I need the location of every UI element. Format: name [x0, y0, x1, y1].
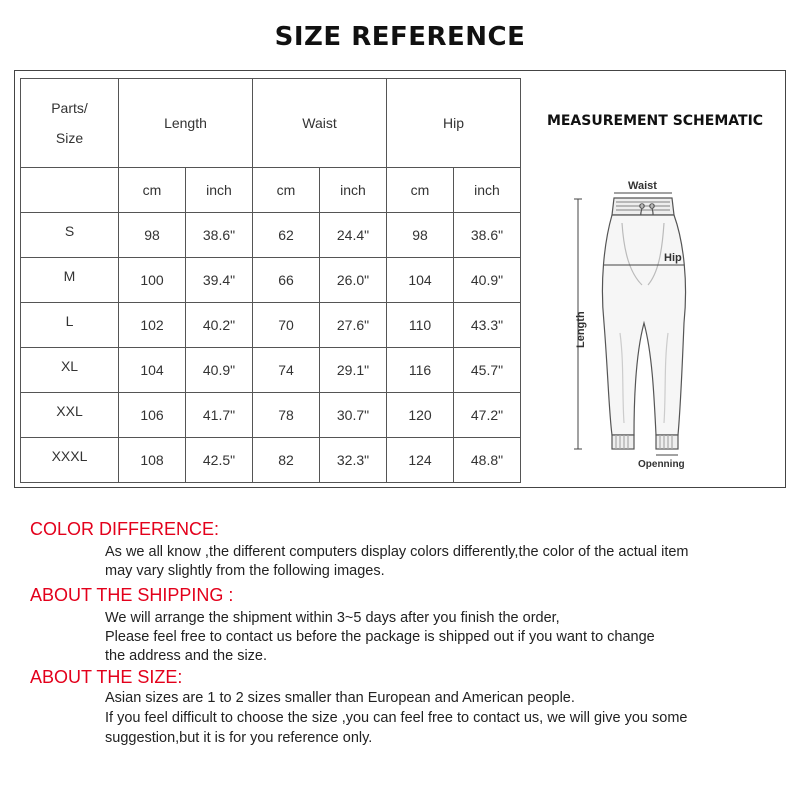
table-cell: 124 — [387, 438, 454, 483]
table-cell: 106 — [119, 393, 186, 438]
shipping-heading: ABOUT THE SHIPPING : — [30, 585, 234, 605]
table-cell: 70 — [253, 303, 320, 348]
unit-cell: inch — [186, 168, 253, 213]
table-cell: 110 — [387, 303, 454, 348]
group-header-hip: Hip — [387, 79, 521, 168]
table-cell: 48.8" — [454, 438, 521, 483]
color-difference-text-line: may vary slightly from the following images. — [105, 563, 385, 579]
table-cell: 27.6" — [320, 303, 387, 348]
color-difference-heading: COLOR DIFFERENCE: — [30, 519, 220, 539]
table-cell: 47.2" — [454, 393, 521, 438]
corner-label-size: Size — [55, 130, 84, 146]
schematic-length-label: Length — [575, 311, 587, 348]
table-cell: 98 — [119, 213, 186, 258]
table-cell: 62 — [253, 213, 320, 258]
table-cell: 102 — [119, 303, 186, 348]
size-text-line: suggestion,but it is for you reference only. — [105, 730, 373, 746]
group-header-length: Length — [119, 79, 253, 168]
table-cell: 66 — [253, 258, 320, 303]
table-cell: 40.2" — [186, 303, 253, 348]
shipping-text-line: Please feel free to contact us before the package is shipped out if you want to change — [105, 629, 655, 645]
table-cell: 24.4" — [320, 213, 387, 258]
table-cell: 26.0" — [320, 258, 387, 303]
table-cell: 43.3" — [454, 303, 521, 348]
table-cell: 38.6" — [186, 213, 253, 258]
corner-label-parts: Parts/ — [51, 100, 88, 116]
table-cell: 104 — [387, 258, 454, 303]
table-cell: 40.9" — [454, 258, 521, 303]
table-cell: 42.5" — [186, 438, 253, 483]
table-cell: 29.1" — [320, 348, 387, 393]
table-cell: 40.9" — [186, 348, 253, 393]
size-label-cell: XXL — [21, 393, 119, 438]
shipping-text-line: the address and the size. — [105, 648, 268, 664]
size-label-cell: S — [21, 213, 119, 258]
unit-cell: inch — [320, 168, 387, 213]
schematic-opening-label: Openning — [638, 459, 685, 470]
size-label-cell: L — [21, 303, 119, 348]
schematic-title: MEASUREMENT SCHEMATIC — [546, 113, 764, 129]
size-label-cell: M — [21, 258, 119, 303]
table-cell: 39.4" — [186, 258, 253, 303]
unit-cell: cm — [387, 168, 454, 213]
schematic-waist-label: Waist — [628, 180, 657, 192]
table-cell: 45.7" — [454, 348, 521, 393]
table-cell: 32.3" — [320, 438, 387, 483]
unit-cell: inch — [454, 168, 521, 213]
unit-cell: cm — [119, 168, 186, 213]
table-cell: 116 — [387, 348, 454, 393]
size-text-line: Asian sizes are 1 to 2 sizes smaller than European and American people. — [105, 690, 575, 706]
table-cell: 104 — [119, 348, 186, 393]
table-cell: 30.7" — [320, 393, 387, 438]
table-cell: 98 — [387, 213, 454, 258]
unit-cell: cm — [253, 168, 320, 213]
color-difference-text-line: As we all know ,the different computers display colors differently,the color of the actual item — [105, 544, 689, 560]
page-title: SIZE REFERENCE — [274, 22, 526, 52]
size-text-line: If you feel difficult to choose the size ,you can feel free to contact us, we will give you some — [105, 710, 688, 726]
table-cell: 120 — [387, 393, 454, 438]
schematic-hip-label: Hip — [664, 252, 682, 264]
table-cell: 100 — [119, 258, 186, 303]
group-header-waist: Waist — [253, 79, 387, 168]
table-cell: 108 — [119, 438, 186, 483]
table-cell: 38.6" — [454, 213, 521, 258]
size-heading: ABOUT THE SIZE: — [30, 667, 183, 687]
size-label-cell: XL — [21, 348, 119, 393]
table-cell: 78 — [253, 393, 320, 438]
size-label-cell: XXXL — [21, 438, 119, 483]
table-cell: 82 — [253, 438, 320, 483]
table-cell: 74 — [253, 348, 320, 393]
table-cell: 41.7" — [186, 393, 253, 438]
shipping-text-line: We will arrange the shipment within 3~5 days after you finish the order, — [105, 610, 560, 626]
